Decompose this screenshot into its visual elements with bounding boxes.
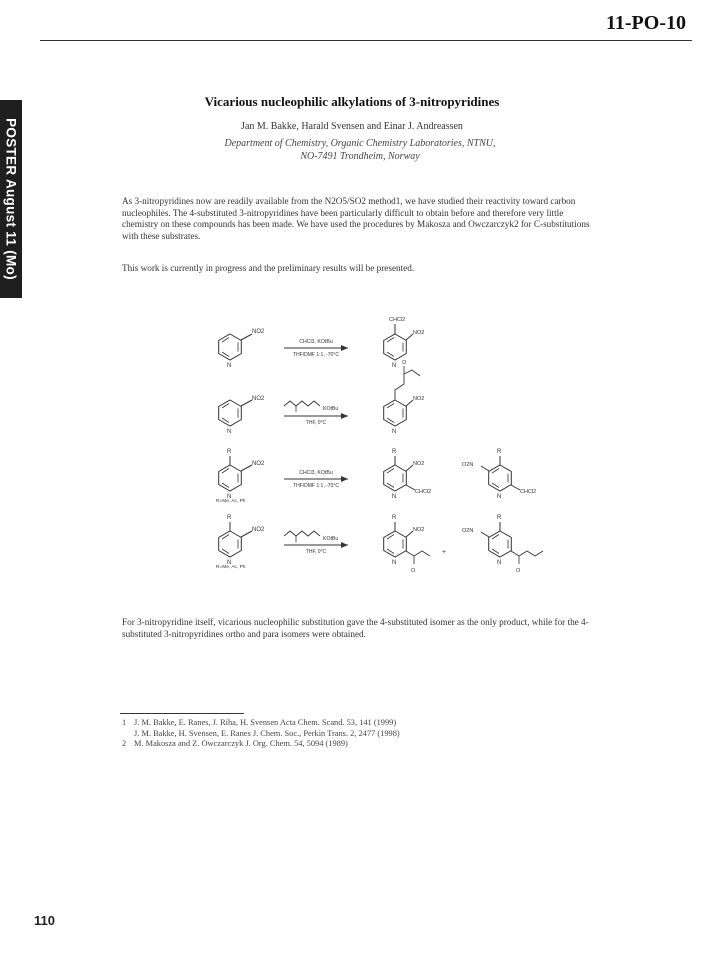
footnote-text: M. Makosza and Z. Owczarczyk J. Org. Chem. 54, 5094 (1989) — [134, 739, 348, 748]
pyridine-ring — [219, 400, 242, 435]
page-number: 110 — [34, 913, 55, 928]
footnote-number: 2 — [122, 739, 127, 748]
affiliation — [0, 137, 720, 163]
product-nitro: NO2 — [413, 461, 425, 467]
affiliation-line-2: NO-7491 Trondheim, Norway — [300, 151, 420, 162]
r-substituent: R — [227, 515, 232, 521]
pyridine-ring — [219, 334, 242, 369]
footnote — [122, 729, 592, 740]
isomer-ring — [489, 465, 512, 500]
product-nitro: NO2 — [413, 527, 425, 533]
product-nitro: NO2 — [413, 396, 425, 402]
product-side-chain — [406, 551, 430, 556]
isomer-substituent: CHCl2 — [520, 489, 537, 495]
nitro-label: NO2 — [252, 329, 265, 335]
product-ring — [384, 465, 407, 500]
isomer-nitro: O2N — [462, 528, 474, 534]
footnote-rule — [120, 713, 244, 714]
footnote-number: 1 — [122, 718, 127, 727]
nitro-label: NO2 — [252, 461, 265, 467]
reagent-label: CHCl3, KOtBu — [299, 339, 333, 345]
r-values: R=Me, Ac, Ph — [216, 565, 246, 570]
isomer-r: R — [497, 449, 502, 455]
carbonyl-o: O — [516, 568, 521, 574]
r-substituent: R — [227, 449, 232, 455]
conditions-label: THF, 0°C — [305, 420, 327, 426]
reagent-structure — [284, 401, 320, 406]
scheme-row-1 — [219, 317, 425, 369]
isomer-nitro: O2N — [462, 462, 474, 468]
header-rule — [40, 40, 692, 41]
reagent-label: KOtBu — [323, 536, 339, 542]
product-substituent: CHCl2 — [415, 489, 432, 495]
affiliation-line-1: Department of Chemistry, Organic Chemistry Laboratories, NTNU, — [224, 138, 496, 149]
r-values: R=Me, Ac, Ph — [216, 499, 246, 504]
conclusion-paragraph: For 3-nitropyridine itself, vicarious nucleophilic substitution gave the 4-substituted isomer as the only product, while for the 4-substituted 3-nitropyridines ortho and para isomers were obtained. — [122, 617, 589, 639]
intro-paragraph: As 3-nitropyridines now are readily available from the N2O5/SO2 method1, we have studied their reactivity toward carbon nucleophiles. The 4-substituted 3-nitropyridines have been particularly difficult to obtain before and therefore very little chemistry on these compounds has been made. We have used the procedures by Makosza and Owczarczyk2 for C-substitutions with these substrates. — [122, 196, 590, 241]
footnote-text: J. M. Bakke, H. Svensen, E. Ranes J. Chem. Soc., Perkin Trans. 2, 2477 (1998) — [134, 728, 400, 738]
reagent-label: KOtBu — [323, 406, 339, 412]
product-ring — [384, 531, 407, 566]
scheme-row-4 — [216, 515, 543, 574]
plus-sign: + — [442, 549, 447, 556]
isomer-r: R — [497, 515, 502, 521]
footnote — [122, 718, 592, 729]
scheme-row-2 — [219, 360, 425, 435]
poster-date-label: POSTER August 11 (Mo) — [3, 118, 19, 280]
reagent-label: CHCl3, KOtBu — [299, 470, 333, 476]
nitro-label: NO2 — [252, 527, 265, 533]
footnote-number — [122, 729, 134, 740]
product-nitro: NO2 — [413, 330, 425, 336]
scheme-row-3 — [216, 449, 536, 504]
product-substituent: CHCl2 — [389, 317, 406, 323]
carbonyl-o: O — [411, 568, 416, 574]
product-r: R — [392, 449, 397, 455]
paper-title: Vicarious nucleophilic alkylations of 3-nitropyridines — [204, 94, 500, 109]
conditions-label: THF/DMF 1:1, -70°C — [293, 352, 339, 358]
footnotes — [122, 718, 592, 750]
progress-paragraph: This work is currently in progress and the preliminary results will be presented. — [122, 263, 415, 273]
authors: Jan M. Bakke, Harald Svensen and Einar J. Andreassen — [241, 121, 463, 132]
pyridine-ring — [219, 465, 242, 500]
poster-code: 11-PO-10 — [606, 12, 686, 34]
carbonyl-o: O — [402, 360, 407, 366]
conditions-label: THF/DMF 1:1, -70°C — [293, 483, 339, 489]
nitro-label: NO2 — [252, 396, 265, 402]
product-ring — [384, 400, 407, 435]
conditions-label: THF, 0°C — [305, 549, 327, 555]
pyridine-ring — [219, 531, 242, 566]
reagent-structure — [284, 531, 320, 536]
isomer-side-chain — [511, 551, 543, 556]
product-r: R — [392, 515, 397, 521]
reaction-scheme: N NO2 CHCl3, KOtBu THF/DMF 1:1, -70°C CHCl2 NO2 NO2 KOtBu THF, 0°C O NO2 R NO2 R=Me, Ac, Ph CHCl3, KOtBu THF/DMF 1:1, -70°C R NO2 CHCl2 R O2N CHCl2 R NO2 R=Me, Ac, Ph KOtBu THF, 0°C R NO2 O + R O2N O — [200, 300, 580, 590]
footnote — [122, 739, 592, 750]
isomer-ring — [489, 531, 512, 566]
footnote-text: J. M. Bakke, E. Ranes, J. Riha, H. Svensen Acta Chem. Scand. 53, 141 (1999) — [134, 718, 397, 727]
